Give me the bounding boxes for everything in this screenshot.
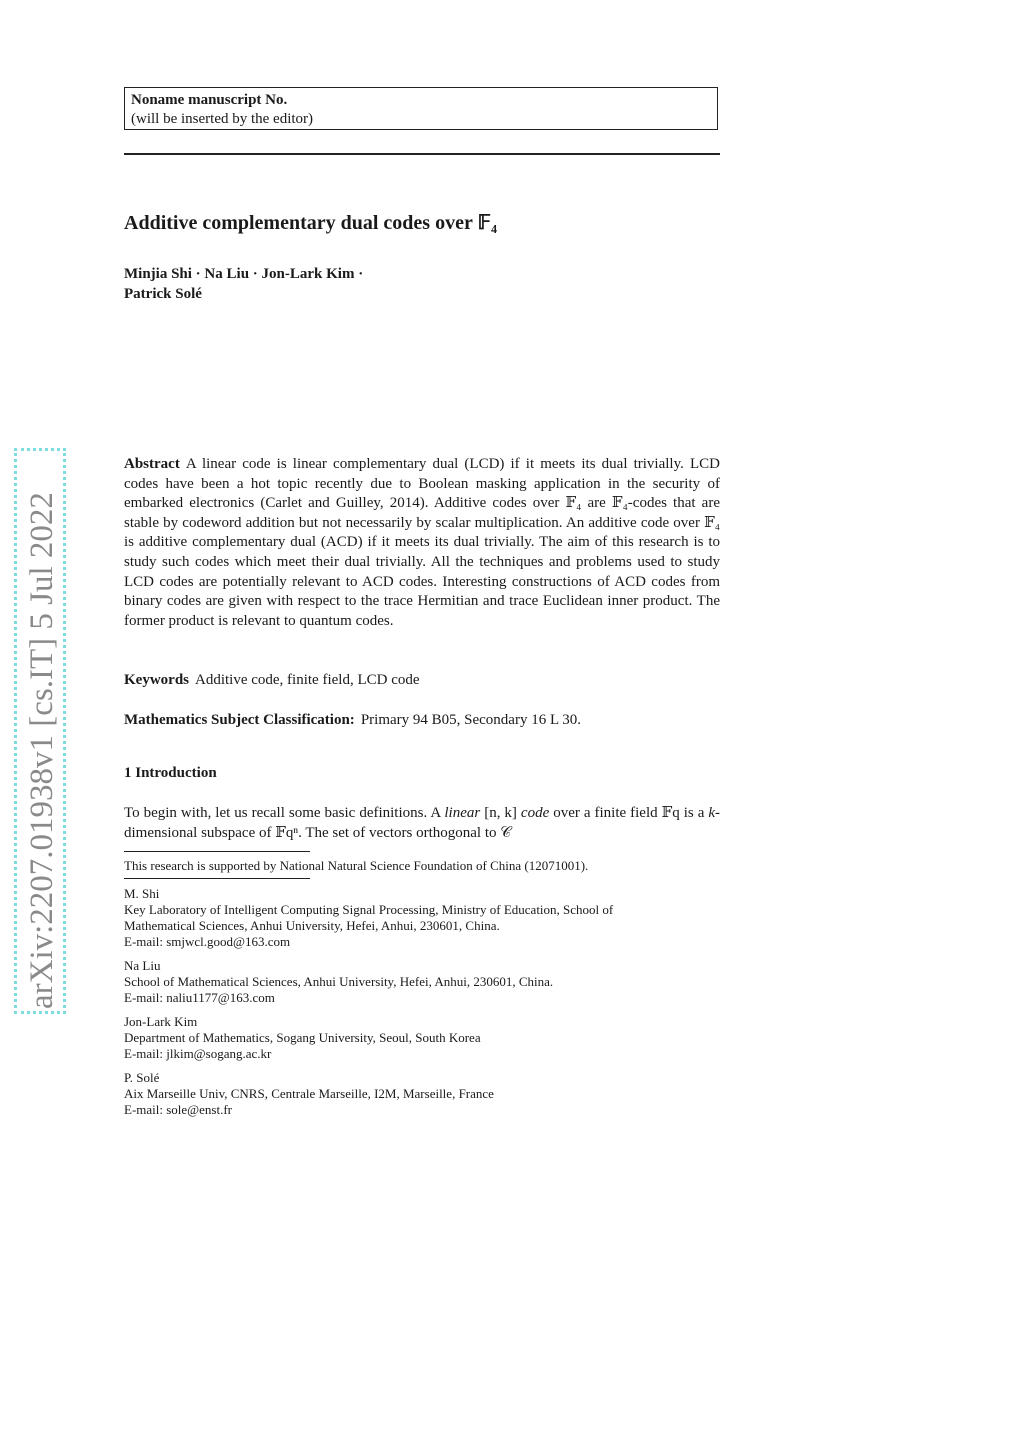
affiliation-kim (124, 1014, 724, 1062)
intro-math-nk: [n, k] (484, 805, 517, 821)
affiliation-name: M. Shi (124, 886, 160, 901)
section-heading: 1 Introduction (124, 765, 217, 781)
affiliation-shi (124, 886, 724, 950)
affiliation-name: Na Liu (124, 958, 161, 973)
msc-label: Mathematics Subject Classification: (124, 712, 355, 728)
affiliation-sole (124, 1070, 724, 1118)
funding-footnote: This research is supported by National Natural Science Foundation of China (12071001). (124, 858, 589, 873)
authors-line-2: Patrick Solé (124, 286, 202, 302)
affiliation-line: Mathematical Sciences, Anhui University, Hefei, Anhui, 230601, China. (124, 918, 500, 933)
arxiv-stamp: arXiv:2207.01938v1 [cs.IT] 5 Jul 2022 (24, 492, 60, 1009)
msc (124, 711, 720, 731)
keywords (124, 671, 720, 691)
keywords-text: Additive code, finite field, LCD code (195, 672, 420, 688)
header-rule (124, 153, 720, 155)
manuscript-number: Noname manuscript No. (131, 92, 288, 108)
paper-title: Additive complementary dual codes over 𝔽₄ (124, 212, 497, 234)
affiliation-email: E-mail: smjwcl.good@163.com (124, 934, 291, 949)
abstract-text: A linear code is linear complementary dual (LCD) if it meets its dual trivially. LCD codes have been a hot topic recently due to Boolean masking application in the security of embarked electronics (Carlet and Guilley, 2014). Additive codes over 𝔽₄ are 𝔽₄-codes that are stable by codeword addition but not necessarily by scalar multiplication. An additive code over 𝔽₄ is additive complementary dual (ACD) if it meets its dual trivially. The aim of this research is to study such codes which meet their dual trivially. All the techniques and problems used to study LCD codes are potentially relevant to ACD codes. Interesting constructions of ACD codes from binary codes are given with respect to the trace Hermitian and trace Euclidean inner product. The former product is relevant to quantum codes. (124, 456, 720, 629)
intro-italic-linear: linear (444, 805, 481, 821)
affiliation-line: Aix Marseille Univ, CNRS, Centrale Marseille, I2M, Marseille, France (124, 1086, 494, 1101)
intro-text-3: -dimensional subspace of 𝔽qⁿ. The set of vectors orthogonal to 𝒞 (124, 805, 721, 841)
affiliation-name: P. Solé (124, 1070, 160, 1085)
author-list (124, 264, 363, 304)
keywords-label: Keywords (124, 672, 189, 688)
affiliation-email: E-mail: jlkim@sogang.ac.kr (124, 1046, 272, 1061)
intro-italic-k: k (708, 805, 716, 821)
affiliation-name: Jon-Lark Kim (124, 1014, 198, 1029)
affiliation-line: Department of Mathematics, Sogang University, Seoul, South Korea (124, 1030, 481, 1045)
affiliation-email: E-mail: sole@enst.fr (124, 1102, 232, 1117)
intro-text-1: To begin with, let us recall some basic definitions. A (124, 805, 441, 821)
msc-text: Primary 94 B05, Secondary 16 L 30. (360, 712, 582, 728)
intro-paragraph (124, 804, 720, 843)
abstract-label: Abstract (124, 456, 180, 472)
abstract (124, 455, 720, 631)
intro-text-2: over a finite field 𝔽q is a (553, 805, 705, 821)
footnote-rule-top (124, 851, 310, 852)
footnote-rule-bottom (124, 878, 310, 879)
manuscript-header-box (124, 87, 718, 130)
affiliation-line: Key Laboratory of Intelligent Computing Signal Processing, Ministry of Education, School of (124, 902, 614, 917)
affiliation-email: E-mail: naliu1177@163.com (124, 990, 275, 1005)
affiliation-line: School of Mathematical Sciences, Anhui University, Hefei, Anhui, 230601, China. (124, 974, 554, 989)
affiliation-liu (124, 958, 724, 1006)
intro-italic-code: code (520, 805, 550, 821)
editor-note: (will be inserted by the editor) (131, 111, 314, 127)
authors-line-1: Minjia Shi · Na Liu · Jon-Lark Kim · (124, 266, 364, 282)
